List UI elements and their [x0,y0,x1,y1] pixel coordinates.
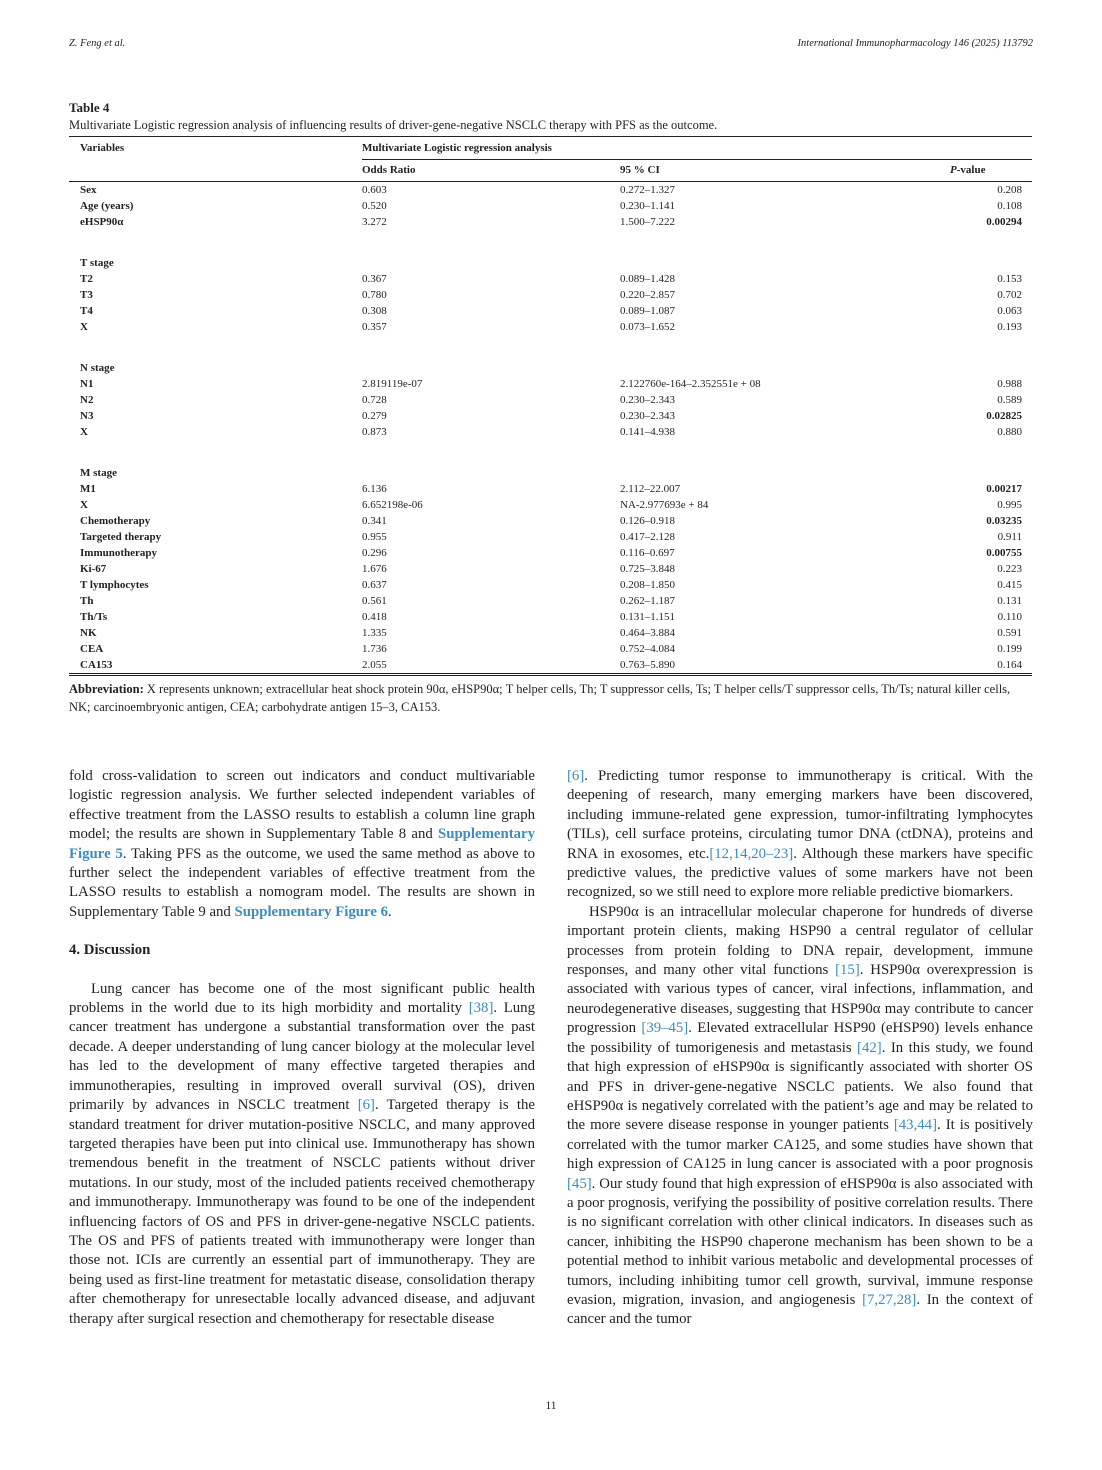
cell-p-value: 0.199 [997,642,1022,655]
citation-link[interactable]: [39–45] [641,1020,689,1037]
paragraph-text: . Although these markers have specific predictive values, the predictive values of some markers have not been recognized, so we still need to explore more reliable predictive biomarkers. [567,845,1033,901]
cell-ci: 0.116–0.697 [620,546,675,559]
cell-ci: 0.208–1.850 [620,578,675,591]
table-row [69,214,1032,230]
table-row [69,392,1032,408]
cell-variable: Chemotherapy [80,514,151,527]
table-row [69,593,1032,609]
citation-link[interactable]: [12,14,20–23] [709,845,794,862]
cell-ci: 0.262–1.187 [620,594,675,607]
group-spacer [69,440,1032,465]
cell-ci: 1.500–7.222 [620,215,675,228]
group-heading-row [69,255,1032,271]
cell-p-value: 0.223 [997,562,1022,575]
cell-variable: CA153 [69,657,362,674]
cell-odds-ratio: 0.637 [362,578,387,591]
table-row [69,319,1032,335]
cell-odds-ratio: 0.603 [362,183,387,196]
paragraph-text: . Elevated extracellular HSP90 (eHSP90) levels enhance the possibility of tumorigenesis and metastasis [567,1020,1033,1056]
group-heading-row [69,465,1032,481]
cell-variable: Age (years) [80,199,134,212]
cell-odds-ratio: 1.335 [362,626,387,639]
cell-odds-ratio: 0.418 [362,610,387,623]
abbreviation-label: Abbreviation: [69,681,144,696]
cell-odds-ratio: 0.780 [362,288,387,301]
table-row [69,609,1032,625]
cell-p-value: 0.702 [997,288,1022,301]
group-spacer [69,335,1032,360]
cell-ci: 0.141–4.938 [620,425,675,438]
cell-p-value: 0.415 [997,578,1022,591]
page-number: 11 [545,1400,557,1412]
table-row [69,641,1032,657]
cell-odds-ratio: 2.819119e-07 [362,377,423,390]
left-column [69,767,535,1329]
cell-p-value: 0.131 [997,594,1022,607]
cell-variable: Ki-67 [80,562,107,575]
cell-variable: eHSP90α [80,215,124,228]
cell-ci: 2.112–22.007 [620,482,681,495]
citation-link[interactable]: [45] [567,1175,592,1192]
table-row [69,481,1032,497]
cell-variable: M1 [80,482,96,495]
group-heading: N stage [80,361,115,374]
table-row [69,287,1032,303]
cell-variable: N1 [80,377,94,390]
header-empty [69,159,362,181]
cell-p-value: 0.193 [997,320,1022,333]
table-row [69,497,1032,513]
cell-variable: Targeted therapy [80,530,162,543]
cell-variable: Sex [80,183,97,196]
abbreviation-text: X represents unknown; extracellular heat shock protein 90α, eHSP90α; T helper cells, Th; T suppressor cells, Ts; T helper cells/T suppressor cells, Th/Ts; natural killer cells, NK; carcinoembryonic antigen, CEA; carbohydrate antigen 15–3, CA153. [69,681,1011,714]
paragraph-text: . It is positively correlated with the tumor marker CA125, and some studies have shown that high expression of CA125 in lung cancer is associated with a poor prognosis [567,1117,1033,1173]
cell-odds-ratio: 1.676 [362,562,387,575]
group-spacer [69,230,1032,255]
citation-link[interactable]: Supplementary Figure 5 [69,826,535,862]
cell-variable: T3 [80,288,93,301]
cell-ci: 0.230–1.141 [620,199,675,212]
cell-p-value: 0.108 [997,199,1022,212]
table-row [69,657,1032,674]
cell-p-value: 0.063 [997,304,1022,317]
cell-ci: 0.272–1.327 [620,183,675,196]
paragraph-text: . HSP90α overexpression is associated with various types of cancer, viral infections, inflammation, and neurodegenerative diseases, suggesting that HSP90α may contribute to cancer progression [567,962,1034,1037]
table-row [69,561,1032,577]
table-row [69,198,1032,214]
cell-ci: 0.220–2.857 [620,288,675,301]
spacer-cell [69,335,1032,360]
running-head-authors: Z. Feng et al. [69,38,126,49]
right-column [567,767,1033,1330]
table-row [69,376,1032,392]
cell-odds-ratio: 0.520 [362,199,387,212]
right-paragraph-1 [567,767,1033,903]
cell-odds-ratio: 1.736 [362,642,387,655]
cell-variable: T2 [80,272,93,285]
table-row [69,529,1032,545]
cell-odds-ratio: 0.279 [362,409,387,422]
table-row [69,625,1032,641]
cell-odds-ratio: 0.357 [362,320,387,333]
cell-ci: 0.752–4.084 [620,642,675,655]
paragraph-text: . Predicting tumor response to immunotherapy is critical. With the deepening of research, many emerging markers have been discovered, including immune-related gene expression, tumor-infiltrating lymphocytes (TILs), cell surface proteins, circulating tumor DNA (ctDNA), proteins and RNA in exosomes, etc. [567,768,1033,862]
cell-variable: Immunotherapy [80,546,158,559]
cell-odds-ratio: 6.136 [362,482,387,495]
header-group: Multivariate Logistic regression analysis [362,137,1032,159]
paragraph-text: Lung cancer has become one of the most significant public health problems in the world due to its high morbidity and mortality [69,980,535,1017]
cell-p-value: 0.03235 [986,514,1022,527]
cell-variable: NK [80,626,97,639]
cell-ci: 0.725–3.848 [620,562,675,575]
cell-ci: 0.230–2.343 [620,409,675,422]
cell-p-value: 0.00755 [986,546,1022,559]
table-row [69,271,1032,287]
paragraph-text: HSP90α is an intracellular molecular chaperone for hundreds of diverse important protein clients, making HSP90 a central regulator of cellular processes from protein folding to DNA repair, development, immune responses, and many other vital functions [567,903,1033,979]
cell-p-value: 0.164 [950,657,1032,674]
table-row [69,577,1032,593]
paragraph-text: . In this study, we found that high expression of eHSP90α is significantly associated with shorter OS and PFS in driver-gene-negative NSCLC patients. We also found that eHSP90α is negatively correlated with the patient’s age and may be related to the more severe disease response in younger patients [567,1039,1033,1134]
cell-odds-ratio: 0.308 [362,304,387,317]
cell-ci: 0.073–1.652 [620,320,675,333]
citation-link[interactable]: [43,44] [893,1117,937,1134]
cell-p-value: 0.880 [997,425,1022,438]
header-p-rest: -value [956,164,986,176]
paragraph-text: . Our study found that high expression of eHSP90α is also associated with a poor prognosis, verifying the possibility of positive correlation results. There is no significant correlation with other clinical indicators. In diseases such as cancer, inhibiting the HSP90 chaperone mechanism has been shown to be a potential method to inhibit various metabolic and developmental processes of tumors, including inhibiting tumor cell growth, survival, immune response evasion, migration, invasion, and angiogenesis [567,1175,1033,1308]
citation-link[interactable]: [6] [567,768,585,784]
table-row [69,513,1032,529]
group-heading-row [69,360,1032,376]
citation-link[interactable]: [42] [857,1039,882,1056]
cell-ci: 0.230–2.343 [620,393,675,406]
cell-ci: NA-2.977693e + 84 [620,498,709,511]
cell-ci: 0.417–2.128 [620,530,675,543]
table-caption: Multivariate Logistic regression analysis of influencing results of driver-gene-negative NSCLC therapy with PFS as the outcome. [69,118,718,132]
cell-p-value: 0.995 [997,498,1022,511]
table-label: Table 4 [69,100,110,115]
citation-link[interactable]: [7,27,28] [862,1291,917,1308]
running-head-journal: International Immunopharmacology 146 (2025) 113792 [797,38,1033,49]
cell-variable: CEA [80,642,104,655]
table-row [69,408,1032,424]
cell-variable: Th [80,594,94,607]
group-heading: T stage [80,256,114,269]
cell-ci: 0.131–1.151 [620,610,675,623]
paragraph-text: . Taking PFS as the outcome, we used the same method as above to further select the independent variables of effective treatment from the LASSO results to establish a nomogram model. The results are shown in Supplementary Table 9 and [69,845,535,920]
paragraph-text: . [387,903,392,920]
cell-ci: 0.763–5.890 [620,657,950,674]
paragraph-text: . In the context of cancer and the tumor [567,1291,1033,1328]
table-row [69,303,1032,319]
cell-variable: X [80,320,88,333]
table-row [69,424,1032,440]
cell-variable: N2 [80,393,94,406]
cell-odds-ratio: 0.728 [362,393,387,406]
citation-link[interactable]: [38] [468,1000,494,1017]
cell-p-value: 0.00294 [986,215,1022,228]
table-4 [69,100,1032,716]
cell-odds-ratio: 0.873 [362,425,387,438]
cell-odds-ratio: 0.296 [362,546,387,559]
cell-variable: T lymphocytes [80,578,149,591]
cell-variable: X [80,498,88,511]
table-body [69,181,1032,673]
cell-variable: X [80,425,88,438]
spacer-cell [69,440,1032,465]
paragraph-text: fold cross-validation to screen out indicators and conduct multivariable logistic regression analysis. We further selected independent variables of effective treatment from the LASSO results to establish a column line graph model; the results are shown in Supplementary Table 8 and [69,768,535,843]
header-variables: Variables [80,142,125,154]
cell-odds-ratio: 3.272 [362,215,387,228]
right-paragraph-2 [567,903,1033,1330]
cell-ci: 0.464–3.884 [620,626,675,639]
left-paragraph-1 [69,767,535,922]
cell-p-value: 0.591 [997,626,1022,639]
citation-link[interactable]: [15] [835,962,860,979]
table-row [69,181,1032,198]
paragraph-text: . Targeted therapy is the standard treatment for driver mutation-positive NSCLC, and many approved targeted therapies have been put into clinical use. Immunotherapy has shown tremendous benefit in the treatment of NSCLC patients without driver mutations. In our study, most of the included patients received chemotherapy and immunotherapy. Immunotherapy was found to be one of the independent influencing factors of OS and PFS in driver-gene-negative NSCLC patients. The OS and PFS of patients treated with immunotherapy were longer than those not. ICIs are currently an essential part of immunotherapy. They are being used as first-line treatment for metastatic disease, consolidation therapy after chemotherapy for unresectable locally advanced disease, and adjuvant therapy after surgical resection and chemotherapy for resectable disease [69,1097,535,1327]
cell-odds-ratio: 6.652198e-06 [362,498,423,511]
regression-table [69,137,1032,674]
cell-p-value: 0.153 [997,272,1022,285]
cell-p-value: 0.02825 [986,409,1022,422]
header-p-value [950,159,1032,181]
cell-ci: 2.122760e-164–2.352551e + 08 [620,377,761,390]
cell-variable: N3 [80,409,94,422]
cell-p-value: 0.208 [997,183,1022,196]
cell-odds-ratio: 0.341 [362,514,387,527]
cell-odds-ratio: 0.955 [362,530,387,543]
cell-variable: Th/Ts [80,610,108,623]
left-paragraph-2 [69,980,535,1329]
cell-p-value: 0.988 [997,377,1022,390]
cell-p-value: 0.00217 [986,482,1022,495]
header-p-italic: P [950,164,957,176]
cell-ci: 0.089–1.087 [620,304,675,317]
table-row [69,545,1032,561]
cell-p-value: 0.589 [997,393,1022,406]
table-abbreviation [69,675,1032,716]
cell-ci: 0.126–0.918 [620,514,675,527]
header-ci: 95 % CI [620,159,950,181]
cell-variable: T4 [80,304,93,317]
citation-link[interactable]: Supplementary Figure 6 [234,903,388,920]
paragraph-text: . Lung cancer treatment has undergone a substantial transformation over the past decade. A deeper understanding of lung cancer biology at the molecular level has led to the development of many effective targeted therapies and immunotherapies, resulting in improved overall survival (OS), driven primarily by advances in NSCLC treatment [69,1000,535,1114]
section-heading-discussion: 4. Discussion [69,942,151,959]
cell-p-value: 0.110 [997,610,1022,623]
cell-odds-ratio: 0.367 [362,272,387,285]
spacer-cell [69,230,1032,255]
cell-odds-ratio: 0.561 [362,594,387,607]
group-heading: M stage [80,466,117,479]
header-odds-ratio: Odds Ratio [362,159,620,181]
cell-odds-ratio: 2.055 [362,657,620,674]
cell-ci: 0.089–1.428 [620,272,675,285]
citation-link[interactable]: [6] [357,1097,375,1114]
cell-p-value: 0.911 [997,530,1022,543]
